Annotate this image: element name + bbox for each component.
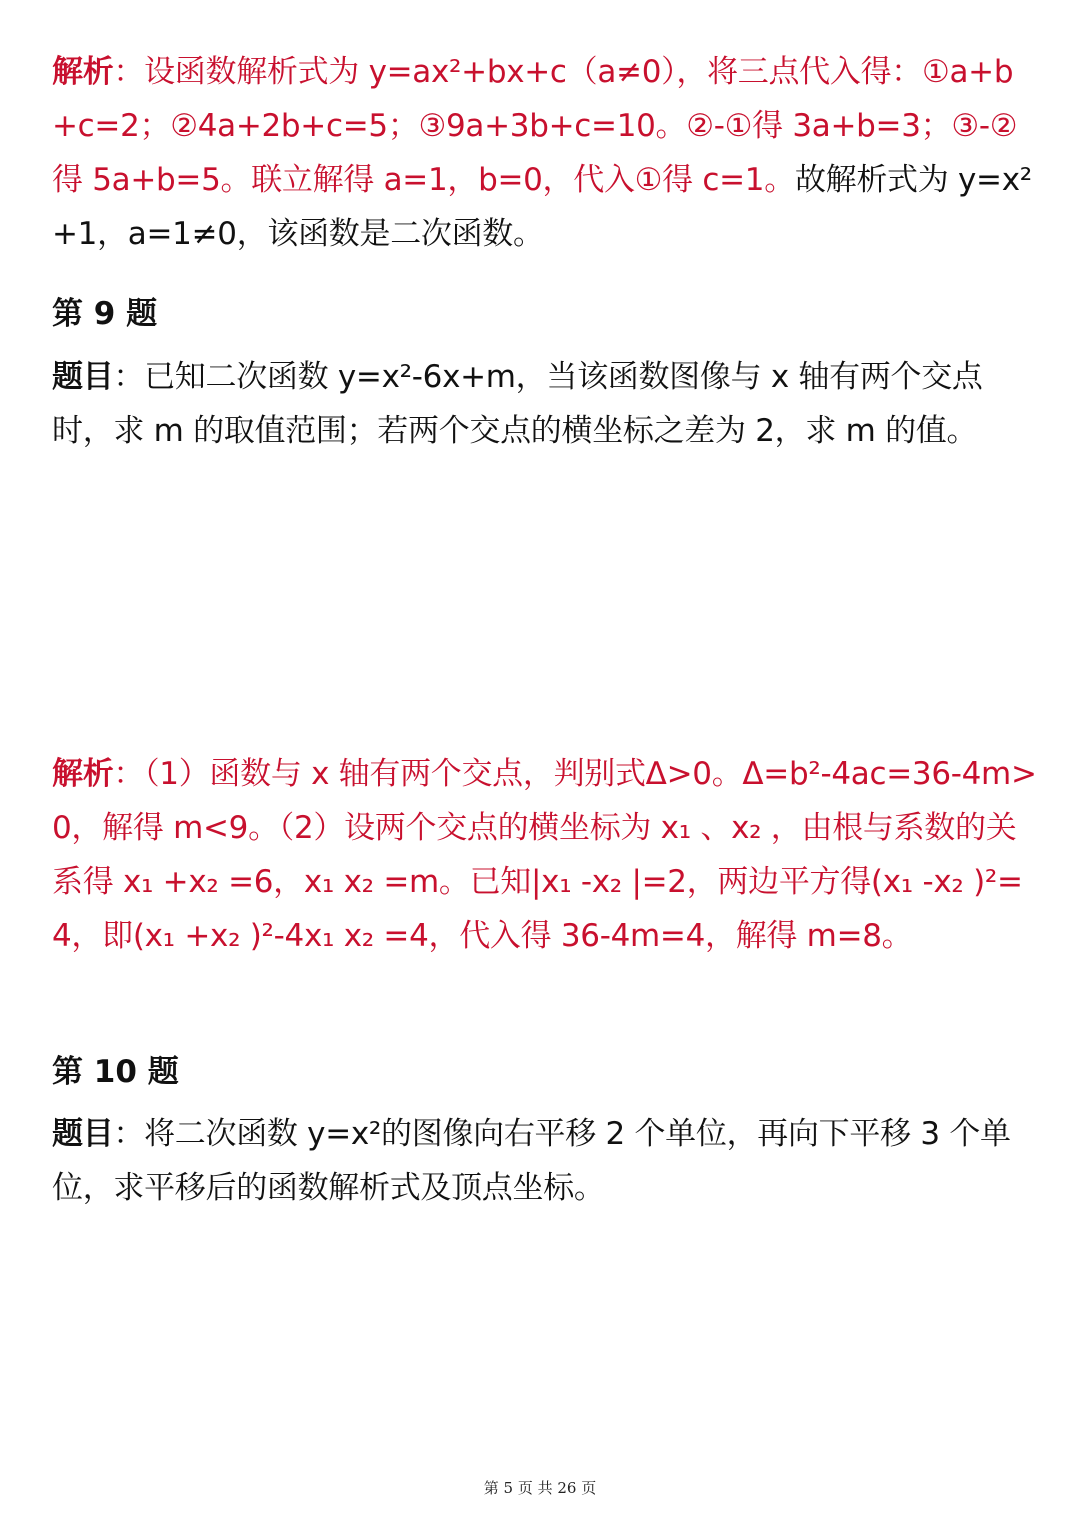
question-colon: ：: [113, 359, 145, 395]
solution-8-derivation: 设函数解析式为 y=ax²+bx+c（a≠0），将三点代入得：①a+b+c=2；②4a+2b+c=5；③9a+3b+c=10。②-①得 3a+b=3；③-②得 5a+b=5。联立解得 a=1，b=0，代入①得 c=1。: [52, 54, 1018, 198]
question-10-text: 将二次函数 y=x²的图像向右平移 2 个单位，再向下平移 3 个单位，求平移后的函数解析式及顶点坐标。: [52, 1116, 1011, 1206]
solution-8-conclusion: 故解析式为 y=x²+1，a=1≠0，该函数是二次函数。: [52, 162, 1032, 252]
question-colon: ：: [113, 1116, 145, 1152]
solution-label: 解析: [52, 756, 114, 792]
question-10-paragraph: [52, 1107, 1037, 1215]
solution-colon: ：: [113, 756, 145, 792]
question-9-heading: 第 9 题: [52, 296, 158, 332]
solution-9-text: （1）函数与 x 轴有两个交点，判别式Δ>0。Δ=b²-4ac=36-4m>0，解得 m<9。（2）设两个交点的横坐标为 x₁ 、x₂ ，由根与系数的关系得 x₁ +x₂ =6，x₁ x₂ =m。已知|x₁ -x₂ |=2，两边平方得(x₁ -x₂ )²=4，即(x₁ +x₂ )²-4x₁ x₂ =4，代入得 36-4m=4，解得 m=8。: [52, 756, 1037, 954]
solution-9-paragraph: [52, 747, 1037, 963]
solution-label: 解析: [52, 54, 114, 90]
page-number-footer: 第 5 页 共 26 页: [483, 1479, 597, 1497]
question-label: 题目: [52, 359, 114, 395]
solution-colon: ：: [113, 54, 145, 90]
question-9-text: 已知二次函数 y=x²-6x+m，当该函数图像与 x 轴有两个交点时，求 m 的取值范围；若两个交点的横坐标之差为 2，求 m 的值。: [52, 359, 983, 449]
solution-8-paragraph: [52, 45, 1037, 261]
question-9-paragraph: [52, 350, 1037, 458]
question-label: 题目: [52, 1116, 114, 1152]
question-10-heading: 第 10 题: [52, 1054, 179, 1090]
